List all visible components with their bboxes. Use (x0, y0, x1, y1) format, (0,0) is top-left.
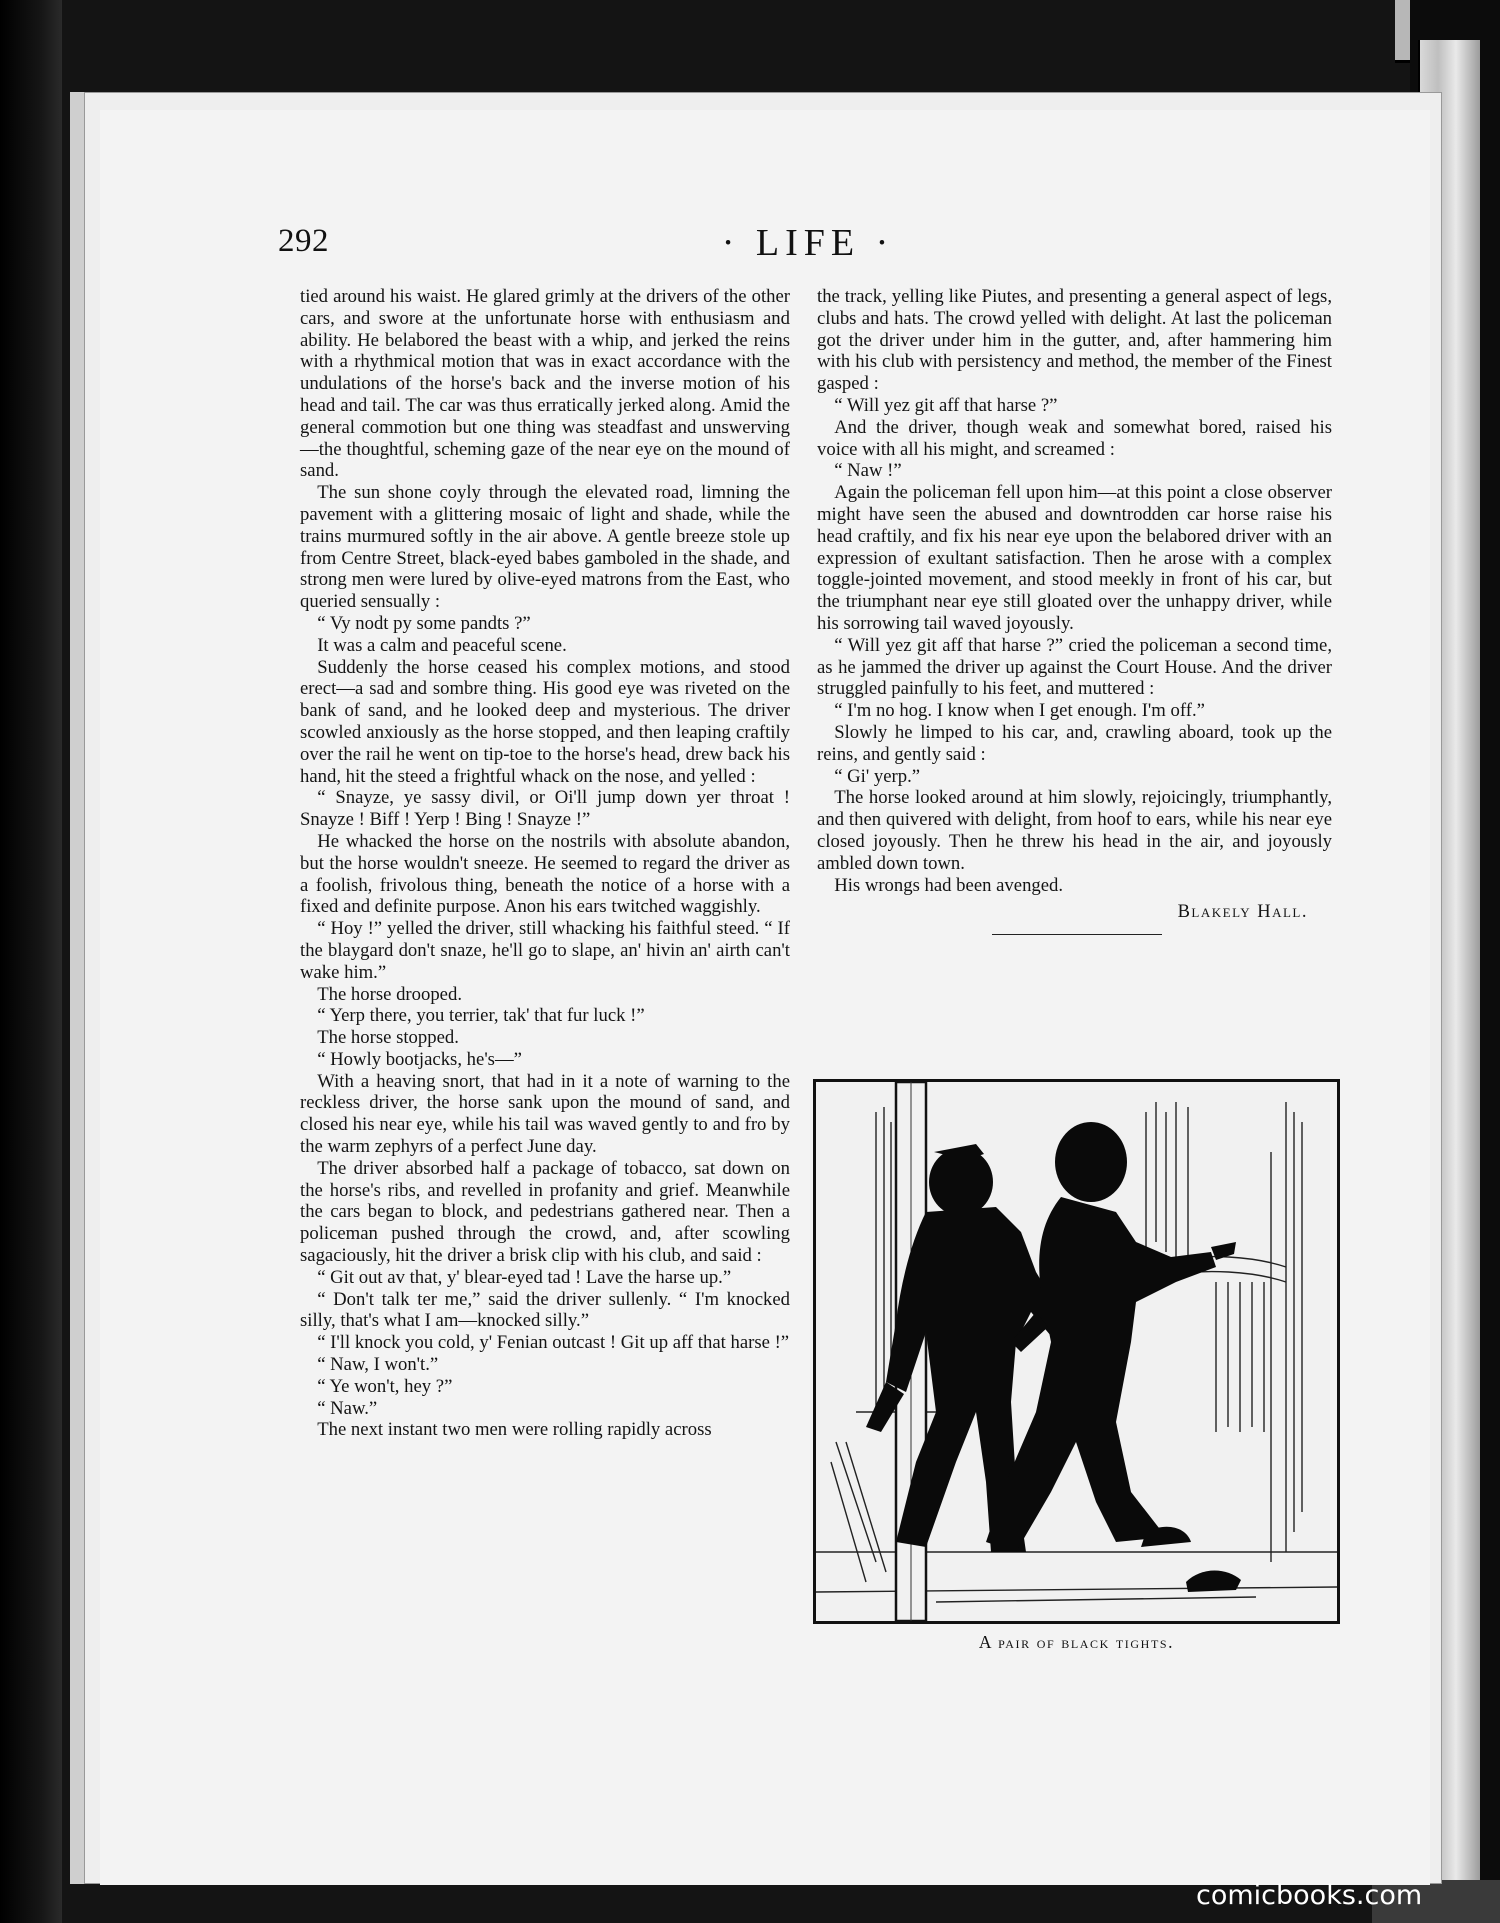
article-column-left (300, 286, 790, 1441)
article-paragraph: tied around his waist. He glared grimly at the drivers of the other cars, and swore at the unfortunate horse with enthusiasm and ability. He belabored the beast with a whip, and jerked the reins with a rhythmical motion that was in exact accordance with the undulations of the horse's back and the inverse motion of his head and tail. The car was thus erratically jerked along. Amid the general commotion but one thing was steadfast and unswerving—the thoughtful, scheming gaze of the near eye on the mound of sand. (300, 286, 790, 482)
article-paragraph: “ Gi' yerp.” (834, 765, 921, 787)
illustration-caption: A pair of black tights. (978, 1632, 1175, 1652)
article-paragraph: Again the policeman fell upon him—at this point a close observer might have seen the abused and downtrodden car horse raise his head craftily, and fix his near eye upon the belabored driver with an expression of exultant satisfaction. Then he arose with a complex toggle-jointed movement, and stood meekly in front of his car, but the triumphant near eye still gloated over the unhappy driver, while his sorrowing tail waved joyously. (817, 482, 1332, 634)
article-paragraph: Slowly he limped to his car, and, crawling aboard, took up the reins, and gently said : (817, 721, 1332, 765)
article-paragraph: The driver absorbed half a package of tobacco, sat down on the horse's ribs, and revelled in profanity and grief. Meanwhile the cars began to block, and pedestrians gathered near. Then a policeman pushed through the crowd, and, after scowling sagaciously, hit the driver a brisk clip with his club, and said : (300, 1157, 790, 1267)
article-paragraph: Suddenly the horse ceased his complex motions, and stood erect—a sad and sombre thing. His good eye was riveted on the bank of sand, and he looked deep and mysterious. The driver scowled anxiously as the horse stopped, and then leaping craftily over the rail he went on tip-toe to the horse's head, drew back his hand, hit the steed a frightful whack on the nose, and yelled : (300, 656, 790, 787)
article-paragraph: “ I'll knock you cold, y' Fenian outcast ! Git up aff that harse !” (317, 1332, 790, 1354)
fallen-hat (1186, 1570, 1241, 1592)
article-paragraph: the track, yelling like Piutes, and presenting a general aspect of legs, clubs and hats. The crowd yelled with delight. At last the policeman got the driver under him in the gutter, and, after hammering him with his club with persistency and method, the member of the Finest gasped : (817, 286, 1332, 395)
byline-rule (992, 934, 1162, 935)
article-paragraph: “ Naw !” (834, 460, 902, 482)
article-paragraph: He whacked the horse on the nostrils with absolute abandon, but the horse wouldn't sneeze. He seemed to regard the driver as a foolish, frivolous thing, beneath the notice of a horse with a fixed and definite purpose. Anon his ears twitched waggishly. (300, 830, 790, 918)
article-paragraph: It was a calm and peaceful scene. (317, 634, 567, 656)
article-paragraph: “ Don't talk ter me,” said the driver sullenly. “ I'm knocked silly, that's what I am—knocked silly.” (300, 1288, 790, 1332)
right-silhouette-figure (986, 1122, 1236, 1552)
page-number: 292 (278, 223, 329, 259)
article-paragraph: The next instant two men were rolling rapidly across (317, 1419, 712, 1441)
article-paragraph: With a heaving snort, that had in it a note of warning to the reckless driver, the horse sank upon the mound of sand, and closed his near eye, while his tail was waved gently to and fro by the warm zephyrs of a perfect June day. (300, 1070, 790, 1158)
cartoon-illustration (813, 1079, 1340, 1624)
masthead-title: · LIFE · (721, 222, 895, 264)
article-paragraph: “ Will yez git aff that harse ?” (834, 394, 1058, 416)
article-paragraph: “ Naw.” (317, 1397, 378, 1419)
article-paragraph: The horse drooped. (317, 983, 462, 1005)
author-byline: Blakely Hall. (1177, 902, 1308, 923)
article-paragraph: “ Yerp there, you terrier, tak' that fur luck !” (317, 1005, 645, 1027)
article-paragraph: “ Vy nodt py some pandts ?” (317, 612, 531, 634)
article-column-right (817, 286, 1332, 935)
article-paragraph: “ Howly bootjacks, he's—” (317, 1048, 522, 1070)
scan-edge-left (0, 0, 62, 1923)
article-paragraph: “ Will yez git aff that harse ?” cried the policeman a second time, as he jammed the driver up against the Court House. And the driver struggled painfully to his feet, and muttered : (817, 634, 1332, 700)
article-paragraph: And the driver, though weak and somewhat bored, raised his voice with all his might, and screamed : (817, 416, 1332, 460)
article-paragraph: His wrongs had been avenged. (834, 874, 1064, 896)
article-paragraph: “ Naw, I won't.” (317, 1354, 439, 1376)
silhouette-drawing (816, 1082, 1337, 1621)
article-paragraph: The horse stopped. (317, 1027, 459, 1049)
article-paragraph: The horse looked around at him slowly, rejoicingly, triumphantly, and then quivered with delight, from hoof to ears, while his near eye closed joyously. Then he threw his head in the air, and joyously ambled down town. (817, 787, 1332, 874)
article-paragraph: “ Snayze, ye sassy divil, or Oi'll jump down yer throat ! Snayze ! Biff ! Yerp ! Bing ! Snayze !” (300, 787, 790, 831)
article-paragraph: “ Ye won't, hey ?” (317, 1375, 453, 1397)
article-paragraph: “ Hoy !” yelled the driver, still whacking his faithful steed. “ If the blaygard don't snaze, he'll go to slape, an' hivin an' airth can't wake him.” (300, 918, 790, 983)
article-paragraph: The sun shone coyly through the elevated road, limning the pavement with a glittering mosaic of light and shade, while the trains murmured softly in the air above. A gentle breeze stole up from Centre Street, black-eyed babes gamboled in the shade, and strong men were lured by olive-eyed matrons from the East, who queried sensually : (300, 482, 790, 613)
article-paragraph: “ I'm no hog. I know when I get enough. I'm off.” (834, 700, 1205, 722)
article-paragraph: “ Git out av that, y' blear-eyed tad ! Lave the harse up.” (317, 1266, 732, 1288)
watermark: comicbooks.com (1196, 1880, 1423, 1911)
right-column-paragraphs (817, 286, 1332, 896)
